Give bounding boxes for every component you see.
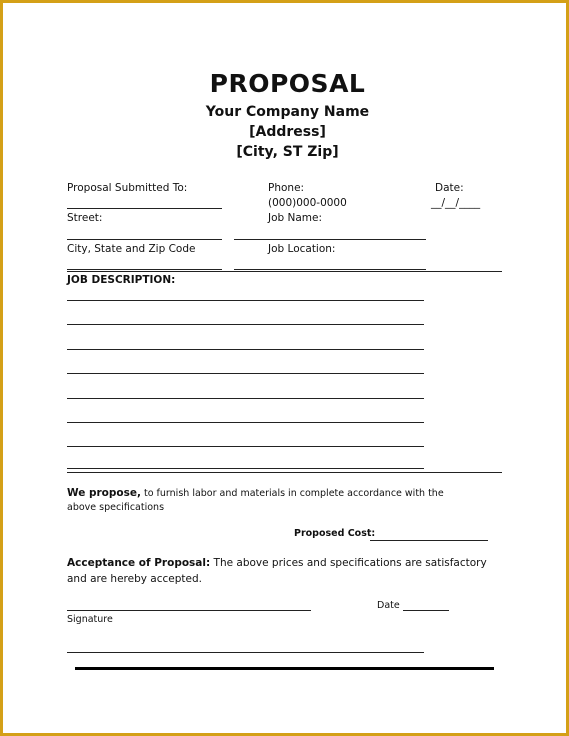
date-value: __/__/____ [431, 197, 481, 209]
city-line [67, 269, 222, 270]
job-description-heading: JOB DESCRIPTION: [67, 274, 176, 286]
description-line [67, 468, 424, 469]
description-line [67, 324, 424, 325]
company-city: [City, ST Zip] [236, 144, 339, 160]
description-line [67, 422, 424, 423]
signature-label: Signature [67, 614, 113, 625]
description-line [67, 446, 424, 447]
description-line [67, 300, 424, 301]
description-line [67, 398, 424, 399]
company-name: Your Company Name [205, 104, 370, 120]
footer-line [67, 652, 424, 653]
page-title: PROPOSAL [209, 69, 366, 98]
submitted-to-line [67, 208, 222, 209]
street-label: Street: [67, 212, 103, 224]
propose-paragraph [67, 486, 467, 515]
section-divider-top [67, 271, 502, 272]
section-divider-bottom [67, 472, 502, 473]
street-line [67, 239, 222, 240]
acceptance-paragraph [67, 555, 507, 587]
proposed-cost-label: Proposed Cost: [294, 528, 376, 539]
footer-rule [75, 667, 494, 670]
acceptance-text: The above prices and specifications are satisfactory and are hereby accepted. [67, 557, 487, 585]
date-label-2: Date [377, 600, 400, 611]
propose-bold: We propose, [67, 487, 141, 499]
date-line-2 [403, 610, 449, 611]
job-location-label: Job Location: [268, 243, 336, 255]
submitted-to-label: Proposal Submitted To: [67, 182, 188, 194]
phone-label: Phone: [268, 182, 305, 194]
description-line [67, 349, 424, 350]
signature-line [67, 610, 311, 611]
city-state-zip-label: City, State and Zip Code [67, 243, 196, 255]
proposed-cost-line [370, 540, 488, 541]
company-address: [Address] [249, 124, 326, 140]
job-name-line [234, 239, 426, 240]
job-name-label: Job Name: [268, 212, 323, 224]
description-line [67, 373, 424, 374]
job-location-line [234, 269, 426, 270]
phone-value: (000)000-0000 [268, 197, 347, 209]
propose-text: to furnish labor and materials in complete accordance with the above specifications [67, 488, 444, 513]
date-label: Date: [435, 182, 464, 194]
acceptance-bold: Acceptance of Proposal: [67, 557, 211, 569]
